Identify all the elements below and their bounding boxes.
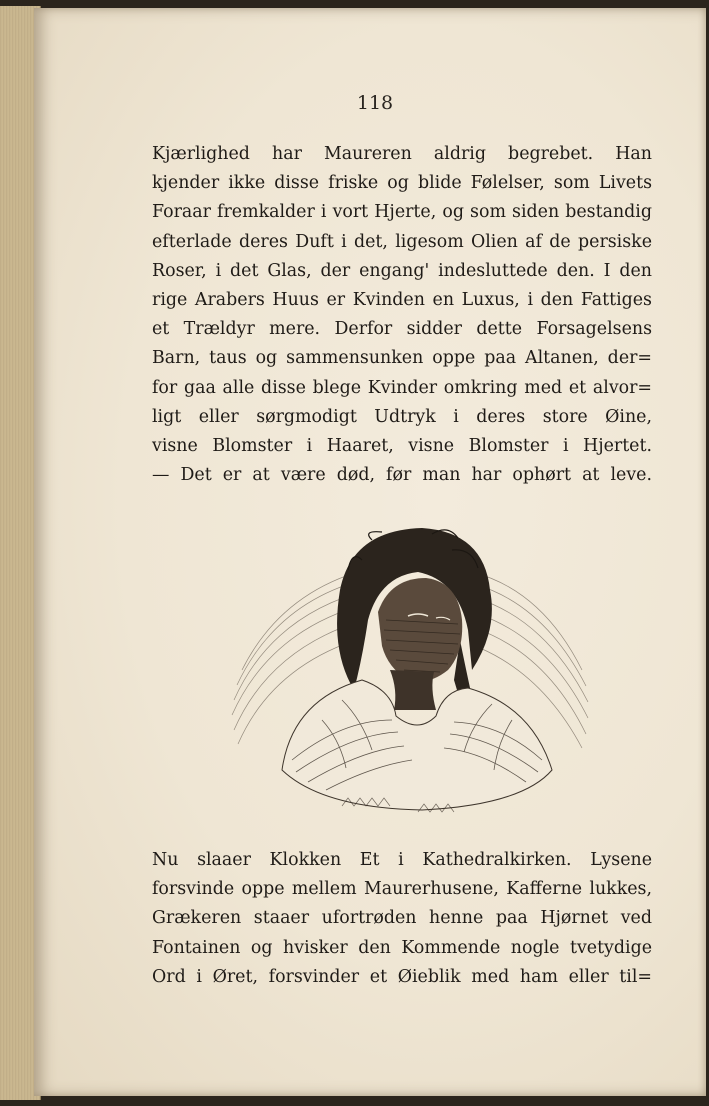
paragraph-2 (152, 846, 652, 992)
page-number: 118 (356, 92, 394, 114)
text-line: Foraar fremkalder i vort Hjerte, og som siden bestandig (152, 202, 652, 223)
text-line: ligt eller sørgmodigt Udtryk i deres store Øine, (152, 406, 652, 427)
text-line: for gaa alle disse blege Kvinder omkring med et alvor= (152, 377, 652, 398)
paragraph-1 (152, 140, 652, 490)
text-line: Nu slaaer Klokken Et i Kathedralkirken. Lysene (152, 850, 652, 870)
book-page (34, 8, 706, 1096)
text-line: efterlade deres Duft i det, ligesom Olien af de persiske (152, 231, 652, 252)
text-line: Barn, taus og sammensunken oppe paa Altanen, der= (152, 348, 652, 369)
text-line: visne Blomster i Haaret, visne Blomster i Hjertet. (152, 435, 652, 456)
text-line: Roser, i det Glas, der engang' indesluttede den. I den (152, 260, 652, 281)
text-line: Grækeren staaer ufortrøden henne paa Hjørnet ved (152, 908, 652, 929)
text-line: — Det er at være død, før man har ophørt at leve. (152, 465, 652, 486)
text-line: Ord i Øret, forsvinder et Øieblik med ham eller til= (152, 966, 652, 987)
text-line: forsvinde oppe mellem Maurerhusene, Kafferne lukkes, (152, 879, 652, 900)
text-line: rige Arabers Huus er Kvinden en Luxus, i den Fattiges (152, 289, 652, 310)
text-line: Kjærlighed har Maureren aldrig begrebet. Han (152, 144, 652, 164)
engraved-portrait-illustration (222, 520, 602, 820)
text-line: Fontainen og hvisker den Kommende nogle tvetydige (152, 937, 652, 958)
text-line: et Trældyr mere. Derfor sidder dette Forsagelsens (152, 319, 652, 340)
text-line: kjender ikke disse friske og blide Følelser, som Livets (152, 173, 652, 194)
